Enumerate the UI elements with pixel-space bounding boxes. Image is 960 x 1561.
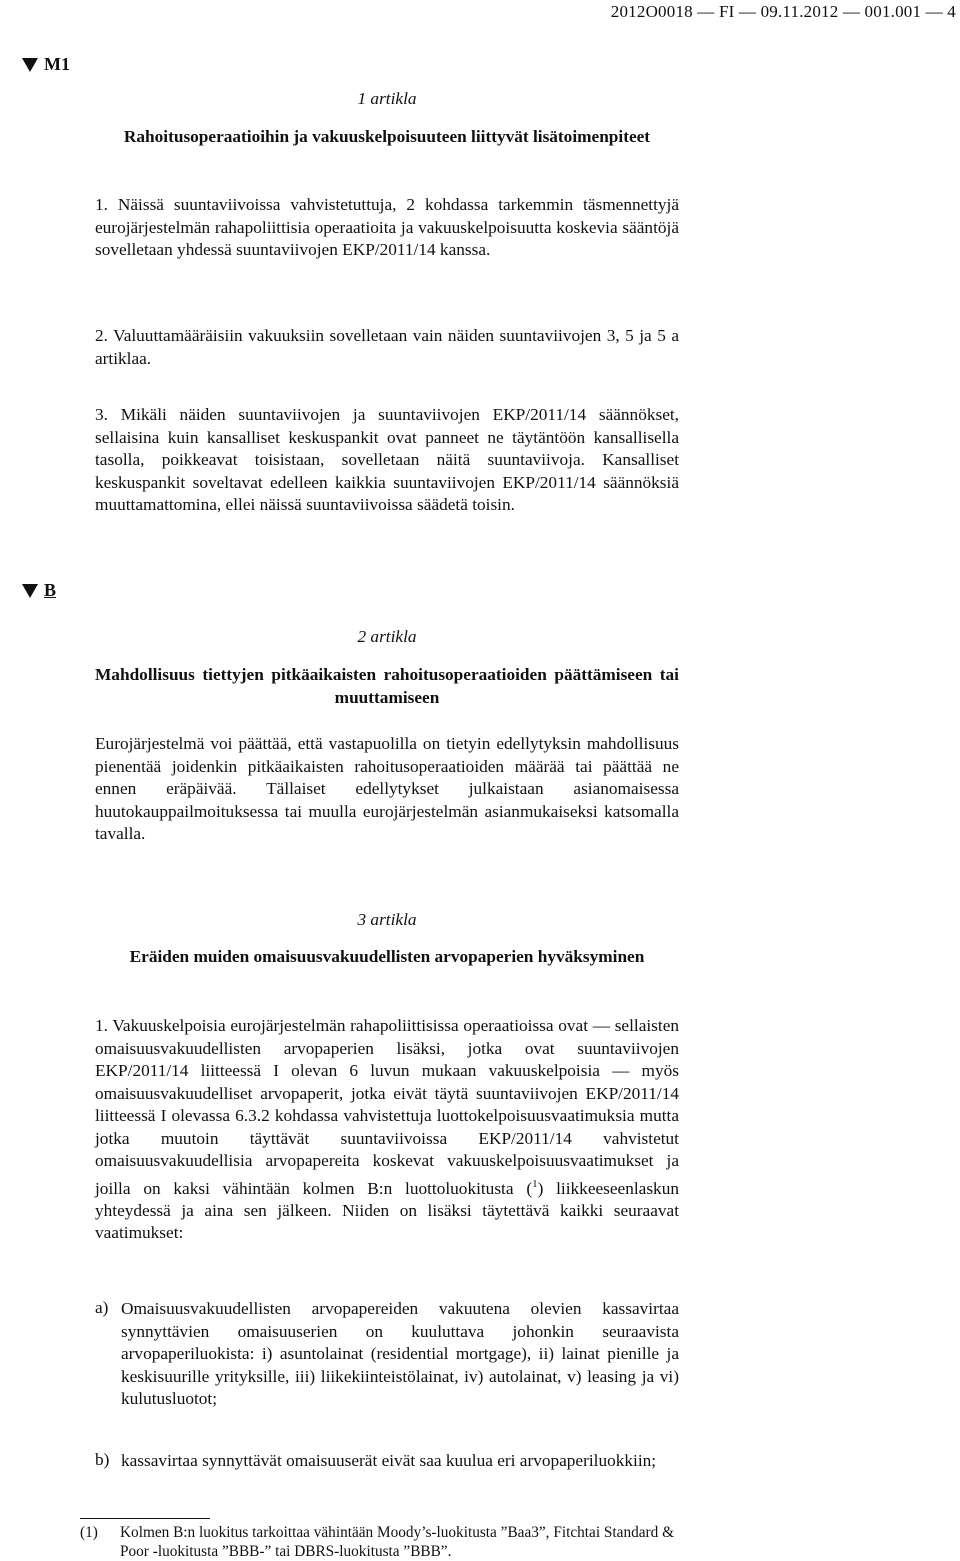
list-item-text: Omaisuusvakuudellisten arvopapereiden vakuutena olevien kassavirtaa synnyttävien omaisuuserien on kuuluttava johonkin seuraavista arvopaperiluokista: i) asuntolainat (residential mortgage), ii) lainat pienille ja keskisuurille yrityksille, iii) liikekiinteistölainat, iv) autolainat, v) leasing ja vi) kulutusluotot;	[121, 1299, 679, 1408]
page-header: 2012O0018 — FI — 09.11.2012 — 001.001 — 4	[610, 2, 956, 21]
article-2-title: 2 artikla	[357, 627, 417, 646]
list-item-label: a)	[95, 1298, 109, 1317]
paragraph-text-part: ) liikkeeseenlaskun yhteydessä ja aina sen jälkeen. Niiden on lisäksi täytettävä kaikki seuraavat vaatimukset:	[95, 1178, 679, 1243]
footnote-reference[interactable]: 1	[532, 1177, 538, 1190]
list-item-label: b)	[95, 1450, 110, 1469]
list-item-text: kassavirtaa synnyttävät omaisuuserät eivät saa kuulua eri arvopaperiluokkiin;	[121, 1451, 657, 1470]
amendment-marker-m1	[22, 54, 70, 75]
article-2-heading: Mahdollisuus tiettyjen pitkäaikaisten rahoitusoperaatioiden päättämiseen tai muuttamiseen	[95, 665, 679, 707]
article-3-paragraph-1	[95, 1015, 679, 1245]
article-3-heading: Eräiden muiden omaisuusvakuudellisten arvopaperien hyväksyminen	[129, 947, 645, 966]
list-item	[95, 1450, 679, 1473]
article-1-heading: Rahoitusoperaatioihin ja vakuuskelpoisuuteen liittyvät lisätoimenpiteet	[123, 127, 651, 146]
article-2-paragraph-1: Eurojärjestelmä voi päättää, että vastapuolilla on tietyin edellytyksin mahdollisuus pienentää joidenkin pitkäaikaisten rahoitusoperaatioiden määrää tai päättää ne ennen eräpäivää. Tällaiset edellytykset julkaistaan asianomaisessa huutokauppailmoituksessa tai muulla eurojärjestelmän asianmukaiseksi katsomalla tavalla.	[95, 734, 679, 843]
paragraph-text-part: 1. Vakuuskelpoisia eurojärjestelmän rahapoliittisissa operaatioissa ovat — sellaisten omaisuusvakuudellisten arvopaperien lisäksi, jotka ovat suuntaviivojen EKP/2011/14 liitteessä I olevan 6 luvun mukaan vakuuskelpoisia — myös omaisuusvakuudelliset arvopaperit, jotka eivät täytä suuntaviivojen EKP/2011/14 liitteessä I olevassa 6.3.2 kohdassa vahvistettuja luottokelpoisuusvaatimuksia mutta jotka muutoin täyttävät suuntaviivoissa EKP/2011/14 vahvistetut omaisuusvakuudellisia arvopapereita koskevat vakuuskelpoisuusvaatimukset ja joilla on kaksi vähintään kolmen B:n luottoluokitusta (	[95, 1016, 679, 1198]
article-1-title: 1 artikla	[357, 89, 417, 108]
marker-label: M1	[44, 54, 70, 74]
footnote	[80, 1524, 680, 1561]
amendment-marker-b	[22, 580, 56, 601]
footnote-text: Kolmen B:n luokitus tarkoittaa vähintään Moody’s-luokitusta ”Baa3”, Fitchtai Standard & Poor -luokitusta ”BBB-” tai DBRS-luokitusta ”BBB”.	[120, 1524, 674, 1560]
marker-label: B	[44, 580, 57, 600]
footnote-number: (1)	[80, 1524, 98, 1541]
list-item	[95, 1298, 679, 1411]
article-1-paragraph-1: 1. Näissä suuntaviivoissa vahvistetuttuja, 2 kohdassa tarkemmin täsmennettyjä eurojärjestelmän rahapoliittisia operaatioita ja vakuuskelpoisuutta koskevia sääntöjä sovelletaan yhdessä suuntaviivojen EKP/2011/14 kanssa.	[95, 195, 679, 259]
triangle-down-icon	[22, 584, 38, 598]
triangle-down-icon	[22, 58, 38, 72]
article-3-title: 3 artikla	[357, 910, 417, 929]
article-1-paragraph-3: 3. Mikäli näiden suuntaviivojen ja suuntaviivojen EKP/2011/14 säännökset, sellaisina kuin kansalliset keskuspankit ovat panneet ne täytäntöön kansallisella tasolla, poikkeavat toisistaan, sovelletaan näitä suuntaviivoja. Kansalliset keskuspankit soveltavat edelleen kaikkia suuntaviivojen EKP/2011/14 säännöksiä muuttamattomina, ellei näissä suuntaviivoissa säädetä toisin.	[95, 405, 679, 514]
article-1-paragraph-2: 2. Valuuttamääräisiin vakuuksiin sovelletaan vain näiden suuntaviivojen 3, 5 ja 5 a artiklaa.	[95, 326, 679, 368]
footnote-divider	[80, 1518, 210, 1519]
